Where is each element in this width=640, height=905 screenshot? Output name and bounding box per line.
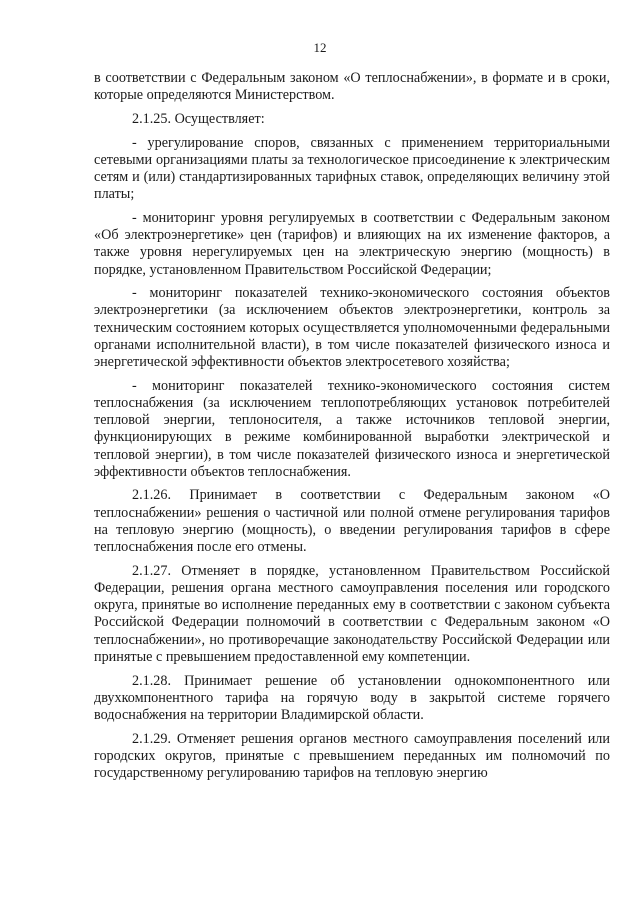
paragraph-2-1-29: 2.1.29. Отменяет решения органов местного самоуправления поселений или городских округов, принятые с превышением переданных им полномочий по государственному регулированию тарифов на тепловую энергию bbox=[94, 730, 610, 782]
paragraph-2-1-25-price-monitoring: - мониторинг уровня регулируемых в соответствии с Федеральным законом «Об электроэнергетике» цен (тарифов) и влияющих на их изменение факторов, а также уровня нерегулируемых цен на электрическую энергию (мощность) в порядке, установленном Правительством Российской Федерации; bbox=[94, 209, 610, 278]
paragraph-2-1-28: 2.1.28. Принимает решение об установлении однокомпонентного или двухкомпонентного тарифа на горячую воду в закрытой системе горячего водоснабжения на территории Владимирской области. bbox=[94, 672, 610, 723]
paragraph-2-1-25: 2.1.25. Осуществляет: bbox=[132, 110, 265, 127]
paragraph-2-1-26: 2.1.26. Принимает в соответствии с Федеральным законом «О теплоснабжении» решения о частичной или полной отмене регулирования тарифов на тепловую энергию (мощность), о введении регулирования тарифов в сфере теплоснабжения после его отмены. bbox=[94, 487, 610, 556]
paragraph-2-1-27: 2.1.27. Отменяет в порядке, установленном Правительством Российской Федерации, решения органа местного самоуправления поселения или городского округа, принятые во исполнение переданных ему в соответствии с законом субъекта Российской Федерации полномочий в соответствии с Федеральным законом «О теплоснабжении», но противоречащие законодательству Российской Федерации или принятые с превышением предоставленной ему компетенции. bbox=[94, 562, 610, 665]
paragraph-2-1-25-electric-monitoring: - мониторинг показателей технико-экономического состояния объектов электроэнергетики (за исключением объектов электроэнергетики, контроль за техническим состоянием которых осуществляется уполномоченными федеральными органами исполнительной власти), в том числе показателей физического износа и энергетической эффективности объектов электросетевого хозяйства; bbox=[94, 285, 610, 371]
paragraph-2-1-25-heat-monitoring: - мониторинг показателей технико-экономического состояния систем теплоснабжения (за исключением теплопотребляющих установок потребителей тепловой энергии, теплоносителя, а также источников тепловой энергии, функционирующих в режиме комбинированной выработки электрической и тепловой энергии), в том числе показателей физического износа и энергетической эффективности объектов теплоснабжения. bbox=[94, 377, 610, 480]
paragraph-intro: в соответствии с Федеральным законом «О теплоснабжении», в формате и в сроки, которые определяются Министерством. bbox=[94, 70, 610, 104]
paragraph-2-1-25-disputes: - урегулирование споров, связанных с применением территориальными сетевыми организациями платы за технологическое присоединение к электрическим сетям и (или) стандартизированных тарифных ставок, определяющих величину этой платы; bbox=[94, 134, 610, 203]
page-number: 12 bbox=[313, 40, 327, 55]
document-body bbox=[94, 70, 610, 788]
